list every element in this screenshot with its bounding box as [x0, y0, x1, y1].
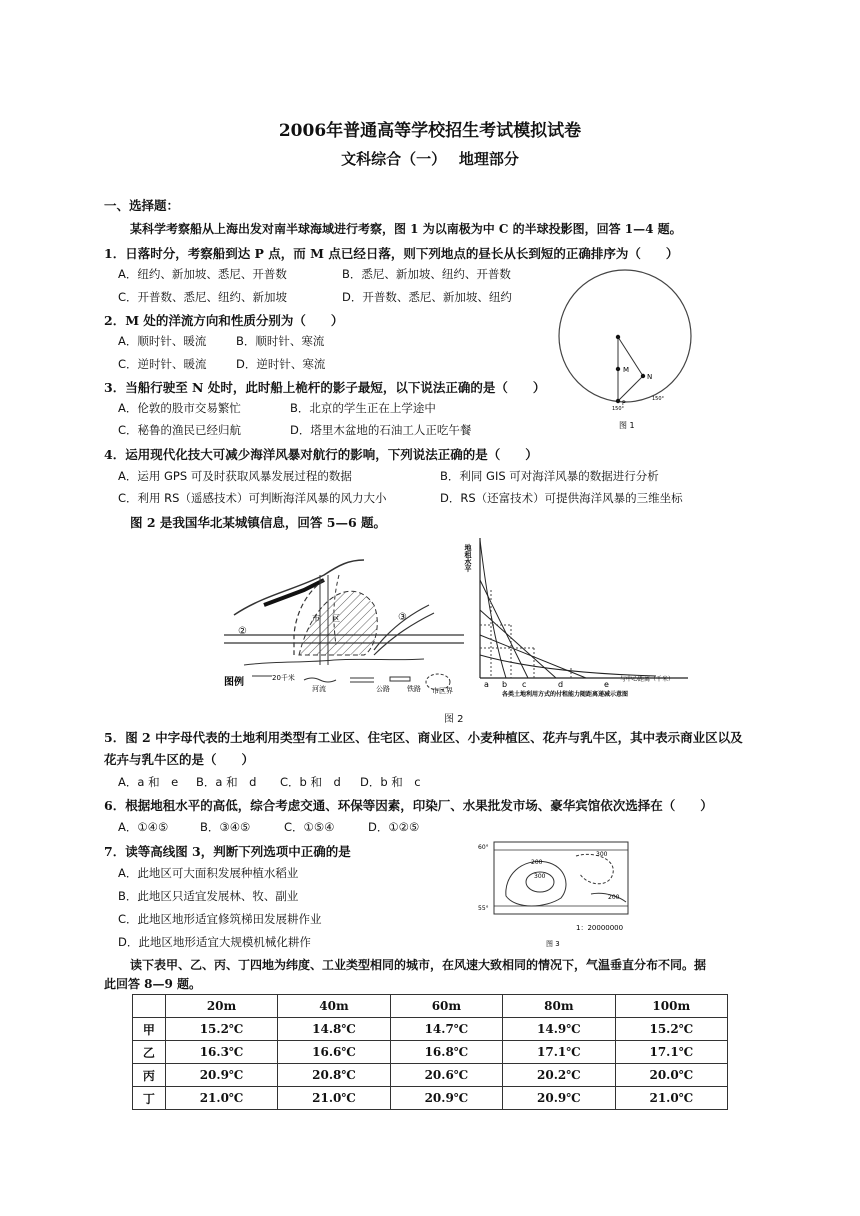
fig2-letter-b: b [502, 680, 508, 689]
table-header-cell: 80m [503, 995, 615, 1018]
fig3-contour-200: 200 [531, 859, 543, 866]
table-cell: 21.0℃ [615, 1087, 727, 1110]
table-header-cell: 20m [165, 995, 277, 1018]
q6-option-a: A．①④⑤ [118, 820, 169, 834]
question-2-stem: 2．M 处的洋流方向和性质分别为（ ） [104, 313, 344, 328]
figure-2-chart [466, 530, 696, 698]
table-row [133, 1018, 728, 1041]
q1-option-d: D．开普数、悉尼、新加坡、纽约 [342, 290, 512, 304]
fig2-letter-a: a [484, 680, 489, 689]
table-cell: 16.8℃ [390, 1041, 502, 1064]
fig3-lat-60: 60° [478, 844, 489, 851]
table-row [133, 1041, 728, 1064]
table-cell: 甲 [133, 1018, 166, 1041]
figure-3 [476, 836, 636, 954]
figure-1 [552, 268, 702, 438]
table-cell: 15.2℃ [165, 1018, 277, 1041]
question-5-stem: 5．图 2 中字母代表的土地利用类型有工业区、住宅区、商业区、小麦种植区、花卉与乳牛区，其中表示商业区以及 [104, 730, 743, 745]
table-header-cell: 100m [615, 995, 727, 1018]
fig2-scale: 20千米 [272, 674, 295, 682]
table-cell: 14.9℃ [503, 1018, 615, 1041]
table-cell: 16.3℃ [165, 1041, 277, 1064]
q4-option-d: D．RS（还富技术）可提供海洋风暴的三维坐标 [440, 491, 683, 505]
table-header-row [133, 995, 728, 1018]
q3-option-a: A．伦敦的股市交易繁忙 [118, 401, 241, 415]
q6-option-b: B．③④⑤ [200, 820, 251, 834]
page-subtitle: 文科综合（一） 地理部分 [341, 150, 519, 168]
table-header-cell: 40m [278, 995, 390, 1018]
fig1-label-m: M [623, 366, 630, 374]
q5-option-b: B．a 和 d [196, 775, 257, 789]
q6-option-c: C．①⑤④ [284, 820, 335, 834]
fig2-district-label: 区 [332, 614, 340, 623]
fig2-letter-d: d [558, 680, 564, 689]
fig1-degree-1: 150° [612, 406, 625, 412]
fig1-label-n: N [647, 373, 653, 381]
fig2-caption: 图 2 [444, 714, 464, 725]
q5-option-a: A．a 和 e [118, 775, 179, 789]
intro-paragraph-1: 某科学考察船从上海出发对南半球海域进行考察，图 1 为以南极为中 C 的半球投影图，回答 1—4 题。 [130, 222, 682, 236]
table-cell: 20.9℃ [503, 1087, 615, 1110]
question-5-stem-cont: 花卉与乳牛区的是（ ） [104, 752, 255, 767]
table-cell: 丙 [133, 1064, 166, 1087]
figure-2-map [224, 535, 464, 695]
fig2-letter-c: c [522, 680, 527, 689]
q1-option-c: C．开普数、悉尼、纽约、新加坡 [118, 290, 288, 304]
q2-option-d: D．逆时针、寒流 [236, 357, 326, 371]
q7-option-d: D．此地区地形适宜大规模机械化耕作 [118, 935, 311, 949]
table-cell: 21.0℃ [278, 1087, 390, 1110]
q5-option-d: D．b 和 c [360, 775, 421, 789]
q4-option-a: A．运用 GPS 可及时获取风暴发展过程的数据 [118, 469, 352, 483]
fig3-scale: 1：20000000 [576, 924, 624, 932]
fig2-chart-xlabel: 与中心距离（千米） [620, 676, 675, 683]
fig3-caption: 图 3 [546, 940, 560, 948]
q2-option-a: A．顺时针、暖流 [118, 334, 207, 348]
question-6-stem: 6．根据地租水平的高低，综合考虑交通、环保等因素，印染厂、水果批发市场、豪华宾馆依次选择在（ ） [104, 798, 713, 813]
q3-option-b: B．北京的学生正在上学途中 [290, 401, 436, 415]
fig2-chart-note: 各类土地利用方式的付租能力随距离递减示意图 [502, 691, 629, 698]
fig2-chart-ylabel: 地租水平 [464, 544, 472, 572]
fig2-legend-river: 河流 [312, 685, 326, 693]
table-cell: 20.8℃ [278, 1064, 390, 1087]
fig1-caption: 图 1 [619, 421, 635, 430]
table-row [133, 1064, 728, 1087]
table-cell: 20.2℃ [503, 1064, 615, 1087]
intro-paragraph-3-cont: 此回答 8—9 题。 [104, 977, 202, 991]
table-cell: 16.6℃ [278, 1041, 390, 1064]
q7-option-c: C．此地区地形适宜修筑梯田发展耕作业 [118, 912, 322, 926]
section-heading: 一、选择题： [104, 198, 180, 213]
table-cell: 15.2℃ [615, 1018, 727, 1041]
temperature-table [132, 994, 728, 1110]
q7-option-a: A．此地区可大面积发展种植水稻业 [118, 866, 299, 880]
page-title: 2006年普通高等学校招生考试模拟试卷 [278, 121, 582, 141]
fig1-label-p: P [622, 400, 626, 407]
intro-paragraph-2: 图 2 是我国华北某城镇信息，回答 5—6 题。 [130, 515, 387, 530]
q6-option-d: D．①②⑤ [368, 820, 420, 834]
fig3-contour-200b: 200 [608, 894, 620, 901]
table-cell: 丁 [133, 1087, 166, 1110]
fig3-contour-300b: 300 [596, 851, 608, 858]
fig3-contour-300: 300 [534, 873, 546, 880]
table-cell: 20.9℃ [390, 1087, 502, 1110]
fig2-legend-road: 公路 [376, 685, 390, 693]
q3-option-c: C．秘鲁的渔民已经归航 [118, 423, 242, 437]
q3-option-d: D．塔里木盆地的石油工人正吃午餐 [290, 423, 472, 437]
table-cell: 17.1℃ [503, 1041, 615, 1064]
fig2-legend-label: 图例 [224, 677, 244, 688]
q2-option-b: B．顺时针、寒流 [236, 334, 325, 348]
q1-option-a: A．纽约、新加坡、悉尼、开普数 [118, 267, 287, 281]
table-cell: 21.0℃ [165, 1087, 277, 1110]
q7-option-b: B．此地区只适宜发展林、牧、副业 [118, 889, 299, 903]
table-header-cell [133, 995, 166, 1018]
fig2-city-label: 市 [312, 614, 320, 623]
intro-paragraph-3: 读下表甲、乙、丙、丁四地为纬度、工业类型相同的城市，在风速大致相同的情况下，气温垂直分布不同。据 [130, 958, 707, 972]
fig2-marker-2: ② [238, 626, 247, 637]
q2-option-c: C．逆时针、暖流 [118, 357, 207, 371]
q5-option-c: C．b 和 d [280, 775, 341, 789]
table-cell: 20.9℃ [165, 1064, 277, 1087]
table-cell: 17.1℃ [615, 1041, 727, 1064]
table-cell: 14.8℃ [278, 1018, 390, 1041]
table-header-cell: 60m [390, 995, 502, 1018]
fig2-letter-e: e [604, 680, 609, 689]
q4-option-c: C．利用 RS（遥感技术）可判断海洋风暴的风力大小 [118, 491, 387, 505]
q4-option-b: B．利同 GIS 可对海洋风暴的数据进行分析 [440, 469, 659, 483]
q1-option-b: B．悉尼、新加坡、纽约、开普数 [342, 267, 511, 281]
table-cell: 14.7℃ [390, 1018, 502, 1041]
fig2-legend-boundary: 市区界 [432, 687, 453, 695]
fig2-legend-rail: 铁路 [407, 685, 421, 693]
question-4-stem: 4．运用现代化技大可减少海洋风暴对航行的影响，下列说法正确的是（ ） [104, 447, 538, 462]
table-cell: 20.0℃ [615, 1064, 727, 1087]
question-7-stem: 7．读等高线图 3，判断下列选项中正确的是 [104, 844, 351, 859]
fig2-marker-3: ③ [398, 612, 407, 623]
fig3-lat-55: 55° [478, 905, 489, 912]
table-cell: 乙 [133, 1041, 166, 1064]
table-cell: 20.6℃ [390, 1064, 502, 1087]
fig1-degree-2: 150° [652, 396, 665, 402]
question-1-stem: 1．日落时分，考察船到达 P 点，而 M 点已经日落，则下列地点的昼长从长到短的正确排序为（ ） [104, 246, 679, 261]
table-row [133, 1087, 728, 1110]
question-3-stem: 3．当船行驶至 N 处时，此时船上桅杆的影子最短，以下说法正确的是（ ） [104, 380, 546, 395]
